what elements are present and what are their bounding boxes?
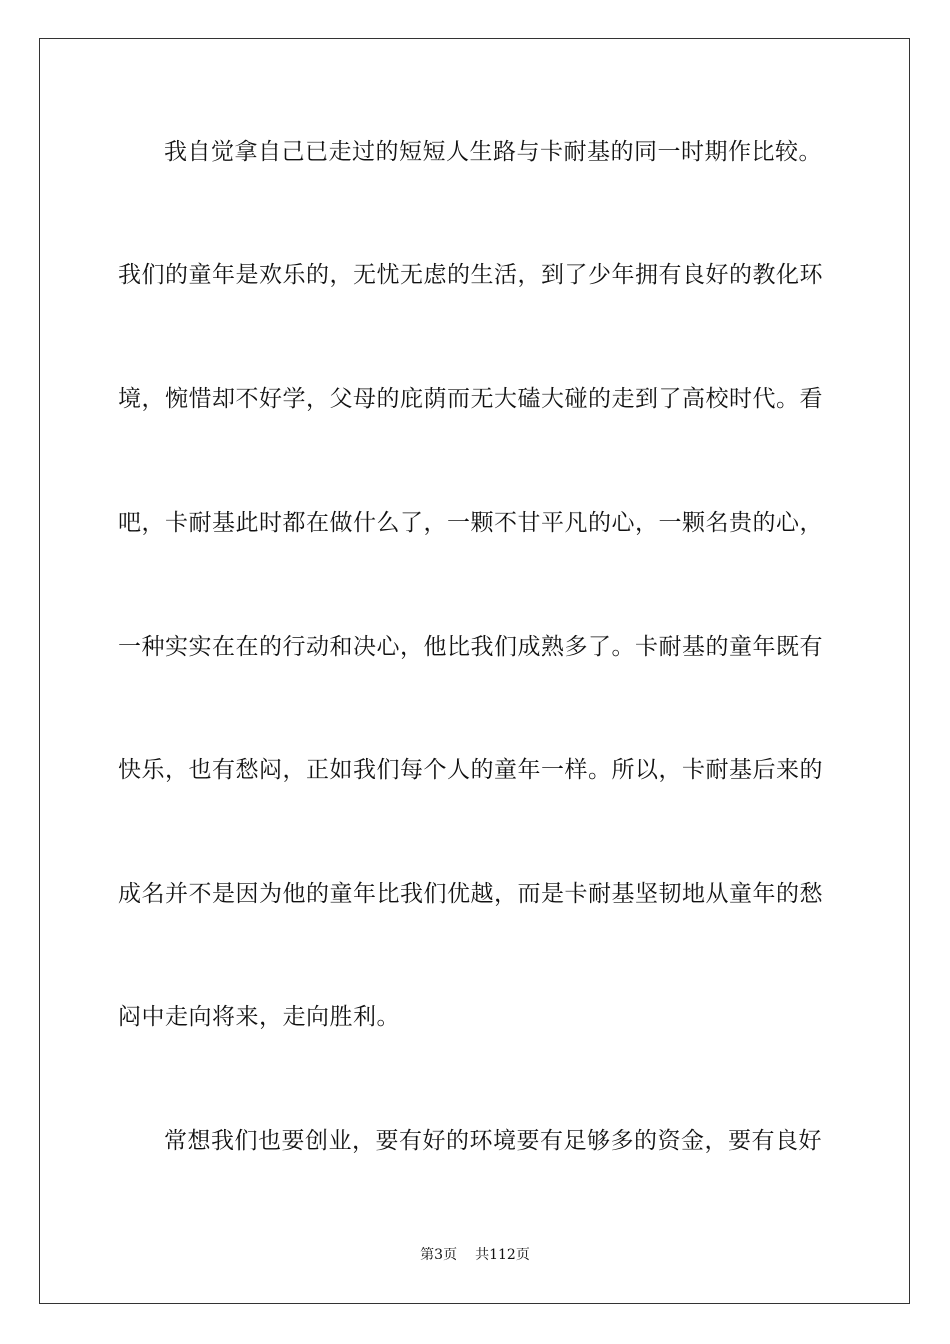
- text-line: 我们的童年是欢乐的，无忧无虑的生活，到了少年拥有良好的教化环: [118, 262, 823, 288]
- text-line: 快乐，也有愁闷，正如我们每个人的童年一样。所以，卡耐基后来的: [118, 757, 823, 783]
- page-footer: [0, 1246, 950, 1264]
- text-line: 常想我们也要创业，要有好的环境要有足够多的资金，要有良好: [164, 1128, 822, 1154]
- text-line: 境，惋惜却不好学，父母的庇荫而无大磕大碰的走到了高校时代。看: [118, 386, 823, 412]
- page-border: [39, 38, 910, 1304]
- page-total: 共112页: [475, 1247, 530, 1263]
- text-line: 一种实实在在的行动和决心，他比我们成熟多了。卡耐基的童年既有: [118, 634, 823, 660]
- text-line: 闷中走向将来，走向胜利。: [118, 1004, 400, 1030]
- text-line: 成名并不是因为他的童年比我们优越，而是卡耐基坚韧地从童年的愁: [118, 881, 823, 907]
- text-line: 吧，卡耐基此时都在做什么了，一颗不甘平凡的心，一颗名贵的心，: [118, 510, 823, 536]
- page-number: 第3页: [420, 1247, 458, 1263]
- text-line: 我自觉拿自己已走过的短短人生路与卡耐基的同一时期作比较。: [164, 139, 822, 165]
